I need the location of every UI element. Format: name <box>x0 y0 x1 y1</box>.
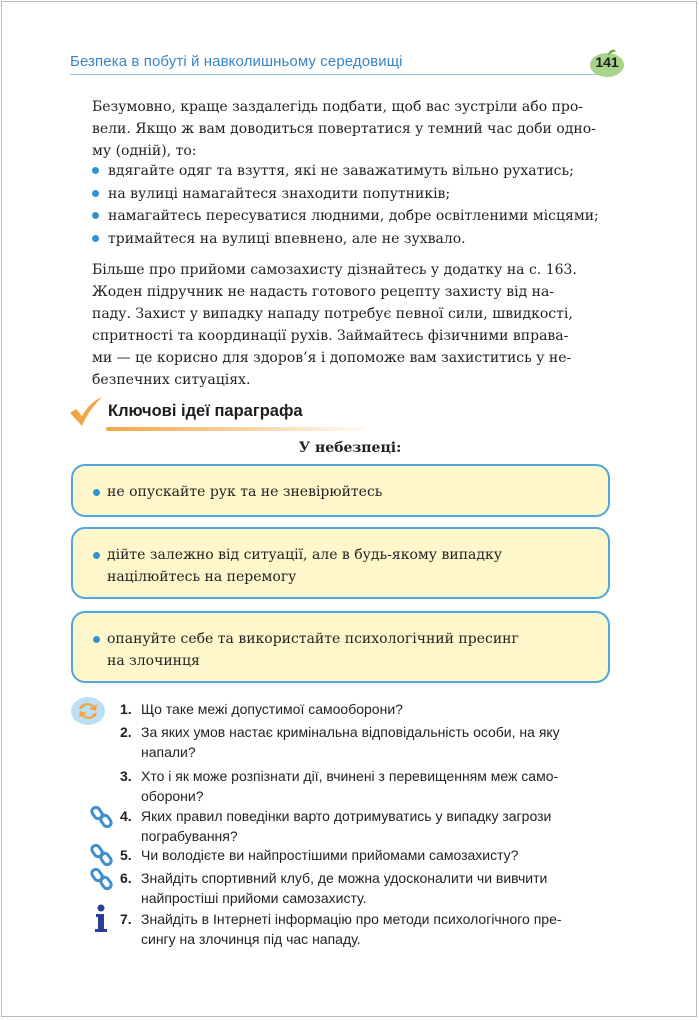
bullet-dot-icon <box>93 552 100 559</box>
chain-link-icon <box>90 805 114 829</box>
paragraph-line: паду. Захист у випадку нападу потребує певної сили, швидкості, <box>92 306 573 322</box>
list-item: на вулиці намагайтеся знаходити попутників; <box>92 183 622 206</box>
bullet-dot-icon <box>92 235 99 242</box>
page-number: 141 <box>595 54 619 70</box>
intro-line: му (одній), то: <box>92 143 197 159</box>
bullet-dot-icon <box>93 636 100 643</box>
key-idea-box <box>71 611 610 683</box>
key-ideas-subtitle: У небезпеці: <box>298 440 402 456</box>
chain-link-icon <box>90 843 114 867</box>
key-idea-box <box>71 527 610 599</box>
paragraph-line: спритності та координації рухів. Займайтесь фізичними вправа- <box>92 328 569 344</box>
chain-link-icon <box>90 867 114 891</box>
key-idea-text: не опускайте рук та не зневірюйтесь <box>107 484 383 500</box>
paragraph-line: Більше про прийоми самозахисту дізнайтесь у додатку на с. 163. <box>92 262 577 278</box>
bullet-dot-icon <box>92 212 99 219</box>
checkmark-icon <box>68 396 104 428</box>
key-idea-text: опануйте себе та використайте психологічний пресинг на злочинця <box>107 631 519 669</box>
key-idea-text: дійте залежно від ситуації, але в будь-якому випадку націлюйтесь на перемогу <box>107 547 502 585</box>
paragraph-line: безпечних ситуаціях. <box>92 372 251 388</box>
key-ideas-title: Ключові ідеї параграфа <box>108 402 303 420</box>
list-item: вдягайте одяг та взуття, які не заважатимуть вільно рухатись; <box>92 160 622 183</box>
refresh-arrows-icon <box>70 696 106 726</box>
key-idea-box <box>71 464 610 517</box>
list-item: тримайтеся на вулиці впевнено, але не зухвало. <box>92 228 622 251</box>
bullet-dot-icon <box>92 167 99 174</box>
safety-tips-list <box>92 160 622 250</box>
paragraph-line: Жоден підручник не надасть готового рецепту захисту від на- <box>92 284 555 300</box>
bullet-dot-icon <box>93 489 100 496</box>
page-number-badge <box>588 48 626 76</box>
bullet-dot-icon <box>92 190 99 197</box>
key-ideas-heading <box>68 392 368 436</box>
paragraph-line: ми — це корисно для здоров’я і допоможе вам захиститись у не- <box>92 350 572 366</box>
intro-line: Безумовно, краще заздалегідь подбати, щоб вас зустріли або про- <box>92 99 584 115</box>
intro-line: вели. Якщо ж вам доводиться повертатися у темний час доби одно- <box>92 121 596 137</box>
heading-underline <box>106 427 366 431</box>
header-title: Безпека в побуті й навколишньому середовищі <box>70 53 403 70</box>
header-rule <box>70 74 610 75</box>
running-header <box>70 50 630 80</box>
info-icon <box>92 904 110 934</box>
list-item: намагайтесь пересуватися людними, добре освітленими місцями; <box>92 205 622 228</box>
